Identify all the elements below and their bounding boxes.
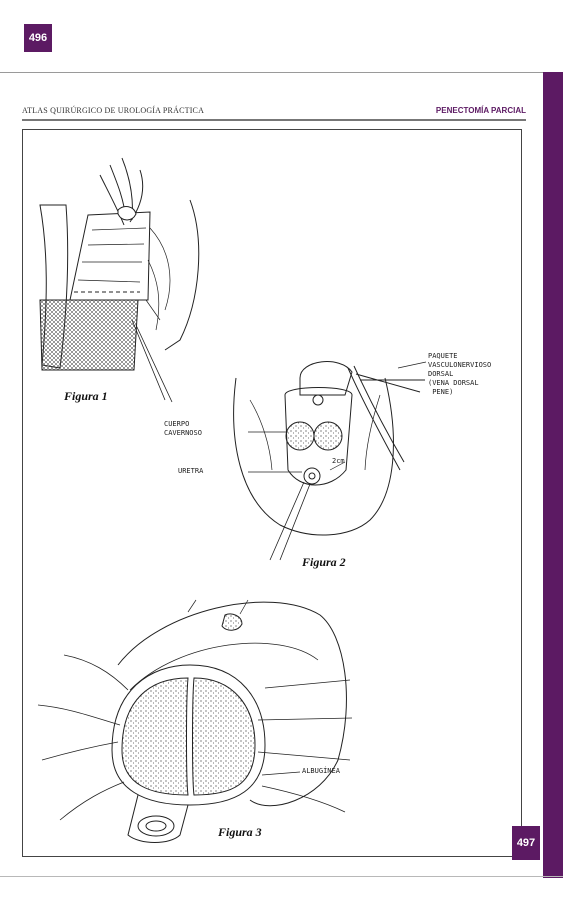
page-number-right: 497 <box>512 826 540 860</box>
figure-2-caption: Figura 2 <box>302 555 346 569</box>
book-title: ATLAS QUIRÚRGICO DE UROLOGÍA PRÁCTICA <box>22 105 205 115</box>
label-corpus-cavernosum: CUERPO CAVERNOSO <box>164 420 202 437</box>
label-measure: 2cm <box>332 457 345 465</box>
page-number-left: 496 <box>24 24 52 52</box>
figure-1-drawing <box>40 158 199 402</box>
figure-1-caption: Figura 1 <box>64 389 108 403</box>
label-albuginea: ALBUGÍNEA <box>302 767 340 775</box>
chapter-title: PENECTOMÍA PARCIAL <box>435 105 526 115</box>
figure-3-drawing <box>38 600 352 843</box>
footer-divider <box>0 876 563 877</box>
figure-2-drawing <box>234 362 426 560</box>
label-dorsal-package: PAQUETE VASCULONERVIOSO DORSAL (VENA DORSAL PENE) <box>428 352 492 396</box>
label-urethra: URETRA <box>178 467 204 475</box>
figure-3-caption: Figura 3 <box>218 825 262 839</box>
